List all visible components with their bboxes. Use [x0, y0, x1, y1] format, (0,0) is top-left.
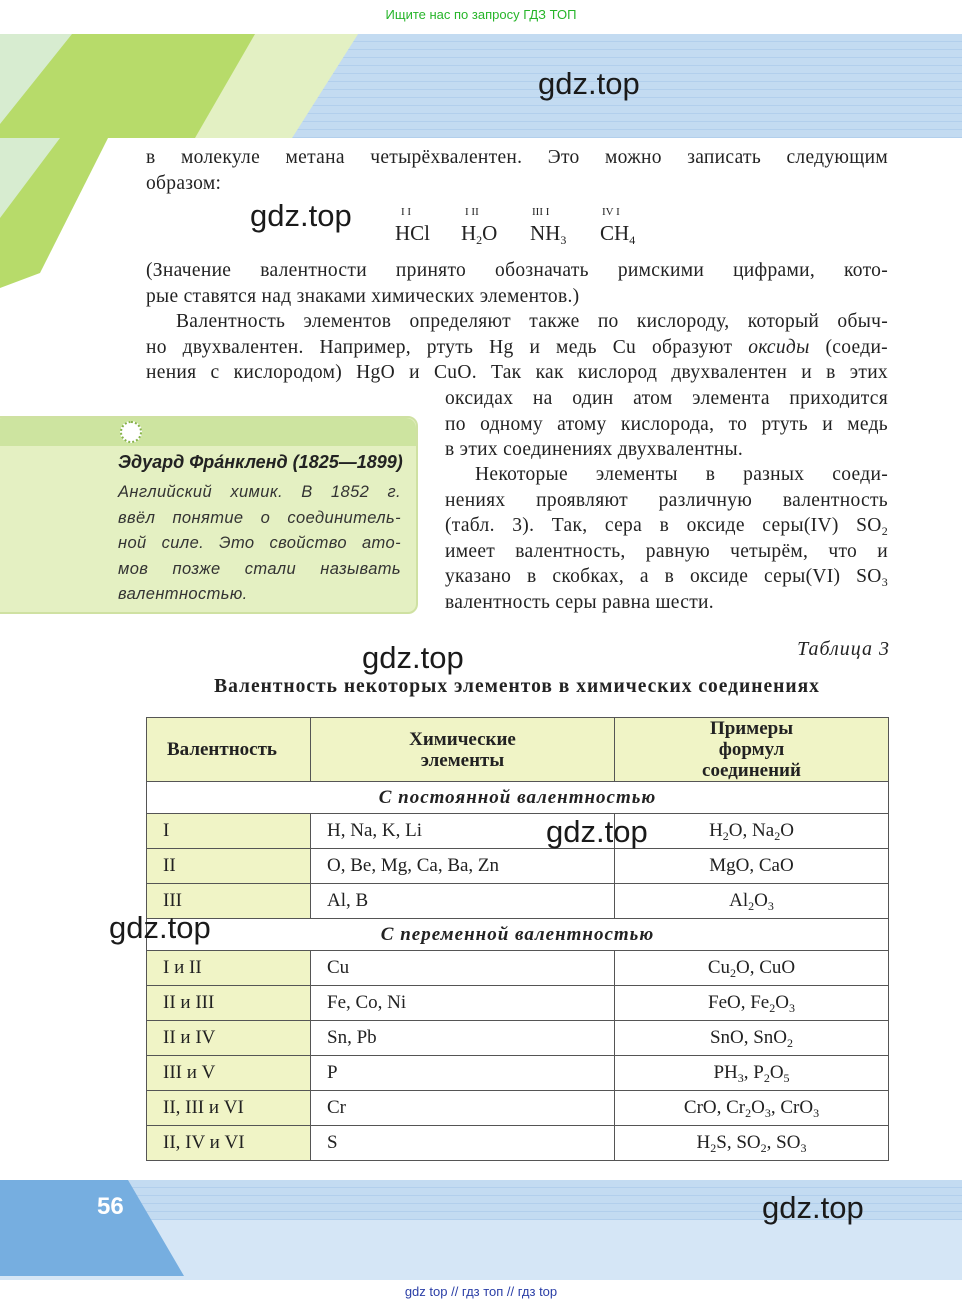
examples-cell: $Al_2O_3$ [615, 884, 889, 919]
elements-cell: Fe, Co, Ni [311, 986, 615, 1021]
valence-marks: IV I [602, 206, 620, 218]
table-row [147, 951, 889, 986]
valence-marks: I II [465, 206, 479, 218]
table-row [147, 884, 889, 919]
valence-cell: III [147, 884, 311, 919]
text-line: оксидах на один атом элемента приходится [445, 388, 888, 409]
examples-cell: CrO, $Cr_2O_3$, CrO$_3$ [615, 1091, 889, 1126]
watermark: gdz.top [109, 910, 211, 945]
text-line: по одному атому кислорода, то ртуть и медь [445, 413, 888, 435]
watermark: gdz.top [538, 66, 640, 101]
page-number: 56 [97, 1193, 124, 1220]
examples-cell: $H_2S$, $SO_2$, $SO_3$ [615, 1126, 889, 1161]
text-line: в молекуле метана четырёхвалентен. Это можно записать следующим [146, 147, 888, 168]
footer-note: gdz top // гдз топ // гдз top [404, 1284, 558, 1299]
section-variable: С переменной валентностью [147, 919, 889, 951]
term-oxides: оксиды [748, 336, 810, 358]
valence-cell: I [147, 814, 311, 849]
elements-cell: O, Be, Mg, Ca, Ba, Zn [311, 849, 615, 884]
examples-cell: $H_2O$, $Na_2O$ [615, 814, 889, 849]
paragraph-1 [146, 145, 888, 196]
formula-symbol: O [482, 221, 498, 245]
valence-cell: II [147, 849, 311, 884]
valence-cell: II, III и VI [147, 1091, 311, 1126]
elements-cell: Sn, Pb [311, 1021, 615, 1056]
text-line: рые ставятся над знаками химических элементов.) [146, 285, 580, 307]
text-line: ной силе. Это свойство ато- [118, 534, 401, 552]
biography-text [118, 480, 401, 608]
dots-icon [120, 421, 142, 443]
header-elements: Химические элементы [311, 718, 615, 782]
elements-cell: H, Na, K, Li [311, 814, 615, 849]
text-span: но двухвалентен. Например, ртуть Hg и медь Cu образуют [146, 336, 733, 358]
search-hint: Ищите нас по запросу ГДЗ ТОП [385, 7, 577, 22]
section-constant: С постоянной валентностью [147, 782, 889, 814]
formula-symbol: NH [530, 221, 561, 245]
text-line: валентностью. [118, 585, 248, 603]
examples-cell: $PH_3$, $P_2O_5$ [615, 1056, 889, 1091]
biography-box-header [0, 418, 416, 446]
biography-title: Эдуард Фра́нкленд (1825—1899) [118, 452, 403, 472]
elements-cell: Cr [311, 1091, 615, 1126]
table-row [147, 1021, 889, 1056]
valence-table [146, 717, 889, 1161]
table-title: Валентность некоторых элементов в химических соединениях [214, 676, 820, 697]
formula-subscript: 3 [881, 575, 888, 589]
watermark: gdz.top [546, 814, 648, 849]
table-row [147, 849, 889, 884]
examples-cell: FeO, $Fe_2O_3$ [615, 986, 889, 1021]
text-line: имеет валентность, равную четырём, что и [445, 540, 888, 562]
valence-cell: II, IV и VI [147, 1126, 311, 1161]
text-line: нения с кислородом) HgO и CuO. Так как кислород двухвалентен и в этих [146, 362, 888, 383]
table-row [147, 814, 889, 849]
valence-cell: III и V [147, 1056, 311, 1091]
examples-cell: MgO, CaO [615, 849, 889, 884]
valence-marks: III I [532, 206, 550, 218]
table-header-row [147, 718, 889, 782]
text-line: в этих соединениях двухвалентны. [445, 439, 744, 460]
table-row [147, 1126, 889, 1161]
watermark: gdz.top [362, 640, 464, 675]
formula-symbol: HCl [395, 221, 431, 245]
examples-cell: $Cu_2O$, CuO [615, 951, 889, 986]
text-line: Валентность элементов определяют также по кислороду, который обыч- [176, 311, 888, 332]
paragraph-3-cont [445, 386, 888, 463]
elements-cell: P [311, 1056, 615, 1091]
table-caption: Таблица 3 [797, 638, 890, 660]
text-span: (табл. 3). Так, сера в оксиде серы(IV) SO [445, 515, 882, 536]
valence-cell: II и IV [147, 1021, 311, 1056]
paragraph-2 [146, 258, 888, 309]
valence-cell: I и II [147, 951, 311, 986]
table-row [147, 1091, 889, 1126]
watermark: gdz.top [250, 198, 352, 233]
header-stripe-tail [0, 138, 110, 288]
examples-cell: SnO, SnO$_2$ [615, 1021, 889, 1056]
table-row [147, 1056, 889, 1091]
header-examples: Примеры формул соединений [615, 718, 889, 782]
formula-subscript: 4 [629, 233, 636, 247]
table-row [147, 986, 889, 1021]
formula-subscript: 2 [881, 524, 888, 538]
text-span: (соеди- [825, 336, 888, 358]
paragraph-4 [445, 462, 888, 615]
paragraph-3 [146, 309, 888, 386]
formula-subscript: 3 [560, 233, 567, 247]
valence-formulas [393, 206, 653, 250]
watermark: gdz.top [762, 1190, 864, 1225]
formula-symbol: CH [600, 221, 630, 245]
text-line: нениях проявляют различную валентность [445, 489, 888, 511]
valence-marks: I I [401, 206, 412, 218]
elements-cell: Cu [311, 951, 615, 986]
text-line: мов позже стали называть [118, 559, 401, 578]
header-valence: Валентность [147, 718, 311, 782]
text-line: валентность серы равна шести. [445, 591, 714, 613]
elements-cell: S [311, 1126, 615, 1161]
text-line: Некоторые элементы в разных соеди- [475, 464, 888, 485]
text-span: указано в скобках, а в оксиде серы(VI) SO [445, 566, 882, 587]
formula-symbol: H [461, 221, 477, 245]
text-line: (Значение валентности принято обозначать римскими цифрами, кото- [146, 260, 888, 281]
valence-cell: II и III [147, 986, 311, 1021]
text-line: образом: [146, 172, 222, 194]
text-line: ввёл понятие о соединитель- [118, 508, 401, 527]
formula-subscript: 2 [476, 233, 483, 247]
text-line: Английский химик. В 1852 г. [118, 483, 401, 501]
elements-cell: Al, B [311, 884, 615, 919]
header-band [0, 34, 962, 138]
